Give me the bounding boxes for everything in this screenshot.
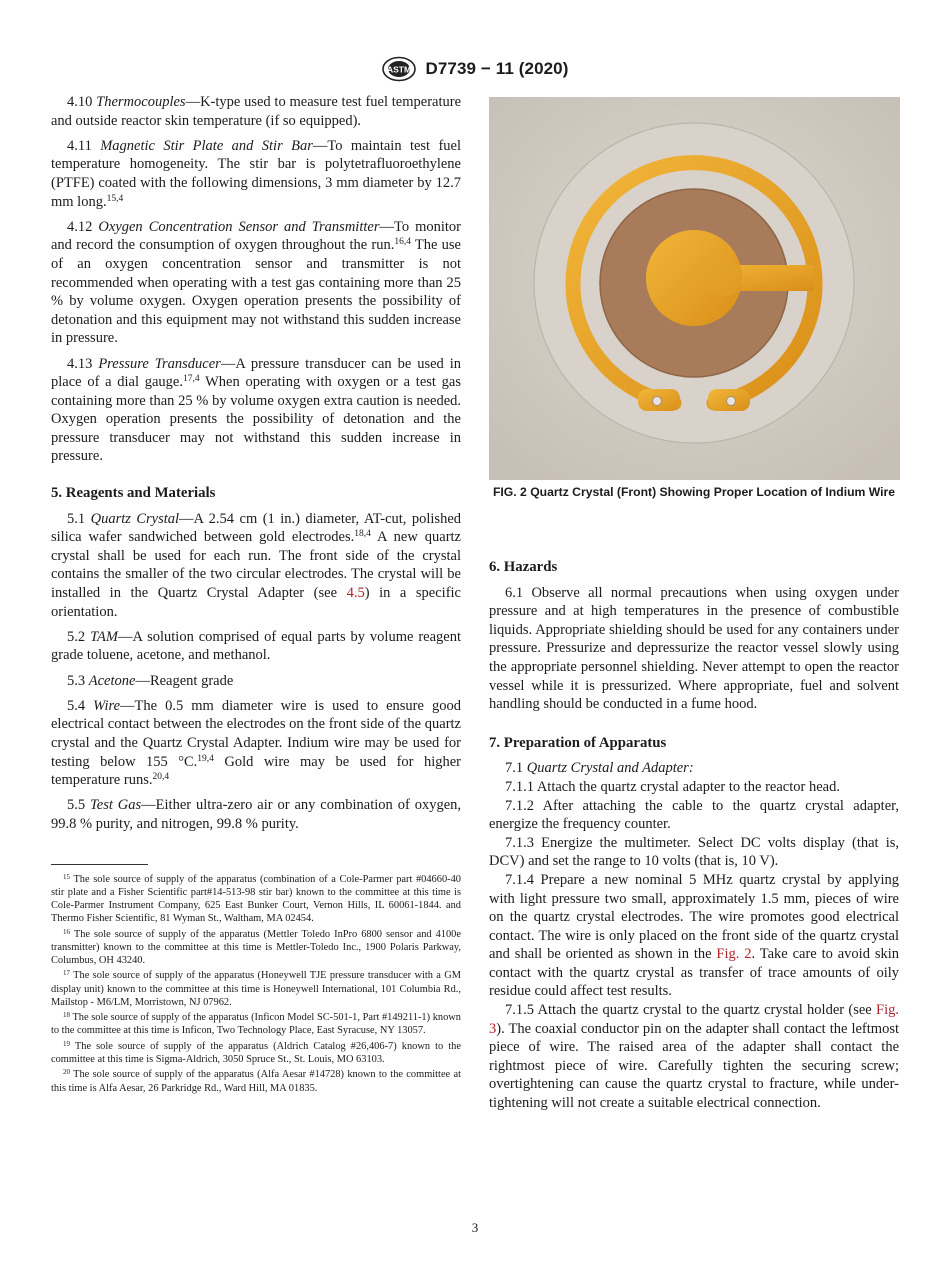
page-number: 3 (471, 1220, 479, 1235)
section-heading-hazards: 6. Hazards (489, 559, 558, 575)
footnotes (51, 873, 461, 1095)
reference-link-fig-3[interactable]: Fig. 3 (489, 1002, 899, 1037)
paragraph-5-5: 5.5 Test Gas—Either ultra-zero air or any combination of oxygen, 99.8 % purity, and nitrogen, 99.8 % purity. (51, 797, 462, 832)
paragraph-7-1-5: 7.1.5 Attach the quartz crystal to the quartz crystal holder (see Fig. 3). The coaxial conductor pin on the adapter shall contact the leftmost piece of wire. The raised area of the adapter shall contact the rightmost piece of wire. Carefully tighten the securing screw; overtightening can cause the quartz crystal to fracture, while under-tightening will not create a suitable electrical connection. (489, 1002, 899, 1112)
paragraph-7-1-3: 7.1.3 Energize the multimeter. Select DC volts display (that is, DCV) and set the range to 10 volts (that is, 10 V). (489, 834, 900, 870)
paragraph-4-12: 4.12 Oxygen Concentration Sensor and Transmitter—To monitor and record the consumption of oxygen throughout the run.$^{16,4}$ The use of an oxygen concentration sensor and transmitter is not recommended when operating with a test gas containing more than 25 % by volume oxygen. Oxygen operation presents the possibility of detonation and this equipment may not withstand this sudden increase in pressure. (51, 218, 462, 347)
footnote-17: $^{17}$ The sole source of supply of the apparatus (Honeywell TJE pressure transducer with a GM display unit) known to the committee at this time is Honeywell International, 101 Columbia Rd., Mailstop - M6/LM, Morristown, NJ 07962. (51, 969, 461, 1008)
quartz-crystal-illustration (489, 97, 900, 480)
paragraph-7-1-2: 7.1.2 After attaching the cable to the quartz crystal adapter, energize the frequency counter. (489, 797, 899, 833)
svg-text:ASTM: ASTM (387, 64, 412, 75)
paragraph-5-3: 5.3 Acetone—Reagent grade (67, 672, 234, 689)
paragraph-5-4: 5.4 Wire—The 0.5 mm diameter wire is used to ensure good electrical contact between the electrodes on the front side of the quartz crystal and the Quartz Crystal Adapter. Indium wire may be used for testing below 155 °C.$^{19,4}$ Gold wire may be used for higher temperature runs.$^{20,4}$ (51, 697, 461, 789)
footnote-divider (51, 864, 148, 865)
section-heading-preparation: 7. Preparation of Apparatus (489, 734, 667, 751)
quartz-crystal-photo (489, 97, 900, 480)
paragraph-7-1: 7.1 Quartz Crystal and Adapter: (505, 760, 694, 777)
paragraph-7-1-4: 7.1.4 Prepare a new nominal 5 MHz quartz crystal by applying with light pressure two small, approximately 1.5 mm, pieces of wire on the quartz crystal electrodes. The wire promotes good electrical contact. The wire is only placed on the front side of the quartz crystal and shall be oriented as shown in the Fig. 2. Take care to avoid skin contact with the quartz crystal as transfer of trace amounts of oily residue could affect test results. (489, 871, 899, 1000)
paragraph-5-1: 5.1 Quartz Crystal—A 2.54 cm (1 in.) diameter, AT-cut, polished silica wafer sandwiched between gold electrodes.$^{18,4}$ A new quartz crystal shall be used for each run. The front side of the crystal contains the smaller of the two circular electrodes. The crystal will be installed in the Quartz Crystal Adapter (see 4.5) in a specific orientation. (51, 510, 461, 620)
footnote-20: $^{20}$ The sole source of supply of the apparatus (Alfa Aesar #14728) known to the committee at this time is Alfa Aesar, 26 Parkridge Rd., Ward Hill, MA 01835. (51, 1068, 461, 1094)
page-header (0, 56, 950, 82)
astm-logo-icon (381, 56, 417, 82)
document-designation: D7739 − 11 (2020) (425, 59, 569, 78)
figure-caption: FIG. 2 Quartz Crystal (Front) Showing Proper Location of Indium Wire (492, 485, 896, 499)
paragraph-6-1: 6.1 Observe all normal precautions when using oxygen under pressure and at high temperatures in the presence of combustible liquids. Appropriate shielding should be used for any containers under pressure. Pressurize and depressurize the reactor vessel slowly using the appropriate personnel shielding. Never attempt to open the reactor vessel while it is pressurized. Where appropriate, fuel and solvent handling should be conducted in a fume hood. (489, 584, 899, 713)
left-column (51, 93, 461, 1097)
footnote-16: $^{16}$ The sole source of supply of the apparatus (Mettler Toledo InPro 6800 sensor and 4100e transmitter) known to the committee at this time is Mettler-Toledo Inc., 1900 Polaris Parkway, Columbus, OH 43240. (51, 927, 461, 966)
paragraph-4-10: 4.10 Thermocouples—K-type used to measure test fuel temperature and outside reactor skin temperature (if so equipped). (51, 94, 461, 129)
paragraph-5-2: 5.2 TAM—A solution comprised of equal parts by volume reagent grade toluene, acetone, and methanol. (51, 628, 462, 664)
footnote-15: $^{15}$ The sole source of supply of the apparatus (combination of a Cole-Parmer part #04660-40 stir plate and a Fisher Scientific part#14-513-98 stir bar) known to the committee at this time is Cole-Parmer Instrument Company, 625 East Bunker Court, Vernon Hills, IL 60061-1844. and Thermo Fisher Scientific, 81 Wyman St., Waltham, MA 02454. (51, 872, 461, 925)
footnote-18: $^{18}$ The sole source of supply of the apparatus (Inficon Model SC-501-1, Part #149211-1) known to the committee at this time is Inficon, Two Technology Place, East Syracuse, NY 13057. (51, 1011, 461, 1037)
paragraph-4-11: 4.11 Magnetic Stir Plate and Stir Bar—To maintain test fuel temperature homogeneity. The stir bar is polytetrafluoroethylene (PTFE) coated with the following dimensions, 3 mm diameter by 12.7 mm long.$^{15,4}$ (51, 137, 461, 210)
section-heading-reagents: 5. Reagents and Materials (51, 485, 216, 502)
footnote-19: $^{19}$ The sole source of supply of the apparatus (Aldrich Catalog #26,406-7) known to the committee at this time is Sigma-Aldrich, 3050 Spruce St., St. Louis, MO 63103. (51, 1039, 461, 1065)
right-column (489, 97, 899, 1113)
reference-link-fig-2[interactable]: Fig. 2 (716, 946, 752, 963)
paragraph-7-1-1: 7.1.1 Attach the quartz crystal adapter to the reactor head. (505, 778, 840, 795)
paragraph-4-13: 4.13 Pressure Transducer—A pressure transducer can be used in place of a dial gauge.$^{17,4}$ When operating with oxygen or a test gas containing more than 25 % by volume oxygen extra caution is needed. Oxygen operation presents the possibility of detonation and the pressure transducer may not withstand this sudden increase in pressure. (51, 355, 461, 465)
reference-link-4-5[interactable]: 4.5 (346, 585, 365, 602)
